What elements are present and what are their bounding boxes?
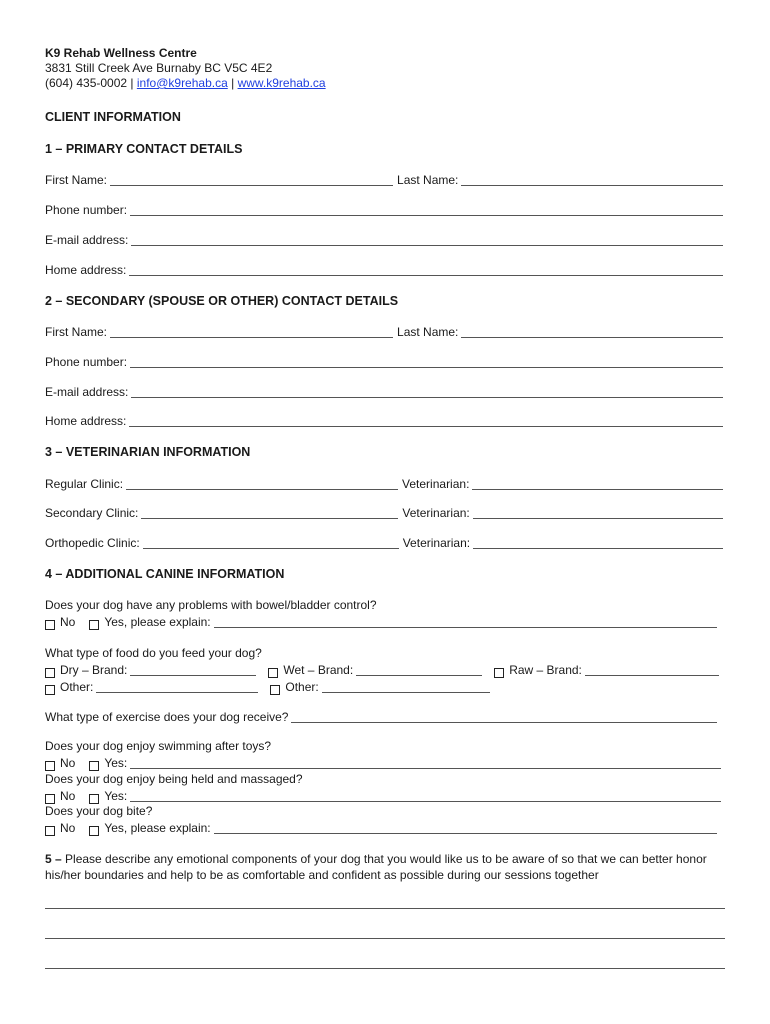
checkbox[interactable] xyxy=(45,685,55,695)
primary-home-field[interactable] xyxy=(129,264,723,276)
separator: | xyxy=(127,76,137,90)
bowel-question: Does your dog have any problems with bowel/bladder control? xyxy=(45,598,377,612)
massage-yes-field[interactable] xyxy=(130,790,721,802)
wet-option[interactable] xyxy=(268,663,353,678)
veterinarian-label: Veterinarian: xyxy=(402,477,470,491)
raw-brand-field[interactable] xyxy=(585,664,719,676)
secondary-phone-field[interactable] xyxy=(130,356,723,368)
checkbox[interactable] xyxy=(45,794,55,804)
org-phone: (604) 435-0002 xyxy=(45,76,128,90)
swim-yes-option[interactable] xyxy=(89,756,127,771)
veterinarian-label: Veterinarian: xyxy=(402,506,470,520)
no-label: No xyxy=(60,756,76,770)
secondary-clinic-field[interactable] xyxy=(141,507,398,519)
yes-explain-label: Yes, please explain: xyxy=(104,821,211,835)
secondary-clinic-row xyxy=(45,506,727,521)
other-option-1[interactable] xyxy=(45,680,93,695)
phone-label: Phone number: xyxy=(45,355,128,369)
regular-vet-field[interactable] xyxy=(472,478,723,490)
secondary-email-row xyxy=(45,385,727,400)
bowel-no-option[interactable] xyxy=(45,615,75,630)
swim-no-option[interactable] xyxy=(45,756,75,771)
checkbox[interactable] xyxy=(89,620,99,630)
phone-label: Phone number: xyxy=(45,203,128,217)
checkbox[interactable] xyxy=(270,685,280,695)
exercise-field[interactable] xyxy=(291,711,717,723)
bowel-yes-option[interactable] xyxy=(89,615,210,630)
checkbox[interactable] xyxy=(45,761,55,771)
dry-brand-field[interactable] xyxy=(130,664,256,676)
massage-question: Does your dog enjoy being held and massaged? xyxy=(45,772,303,786)
checkbox[interactable] xyxy=(89,794,99,804)
massage-no-option[interactable] xyxy=(45,789,75,804)
wet-brand-label: Wet – Brand: xyxy=(283,663,354,677)
section-3-title: 3 – VETERINARIAN INFORMATION xyxy=(45,445,251,459)
bowel-answer-row xyxy=(45,615,727,630)
secondary-phone-row xyxy=(45,355,727,370)
primary-last-name-field[interactable] xyxy=(461,174,723,186)
checkbox[interactable] xyxy=(45,668,55,678)
emotional-answer-line-2[interactable] xyxy=(45,938,725,939)
secondary-first-name-field[interactable] xyxy=(110,326,393,338)
emotional-answer-line-3[interactable] xyxy=(45,968,725,969)
no-label: No xyxy=(60,821,76,835)
secondary-home-field[interactable] xyxy=(129,415,723,427)
primary-email-row xyxy=(45,233,727,248)
dry-brand-label: Dry – Brand: xyxy=(60,663,128,677)
checkbox[interactable] xyxy=(494,668,504,678)
org-address: 3831 Still Creek Ave Burnaby BC V5C 4E2 xyxy=(45,61,273,75)
regular-clinic-label: Regular Clinic: xyxy=(45,477,124,491)
home-address-label: Home address: xyxy=(45,263,127,277)
primary-name-row xyxy=(45,173,727,188)
section-2-title: 2 – SECONDARY (SPOUSE OR OTHER) CONTACT DETAILS xyxy=(45,294,399,308)
yes-label: Yes: xyxy=(104,756,128,770)
section-4-title: 4 – ADDITIONAL CANINE INFORMATION xyxy=(45,567,285,581)
bite-explain-field[interactable] xyxy=(214,822,717,834)
other-food-field-1[interactable] xyxy=(96,681,258,693)
ortho-clinic-label: Orthopedic Clinic: xyxy=(45,536,140,550)
section-1-title: 1 – PRIMARY CONTACT DETAILS xyxy=(45,142,243,156)
swim-yes-field[interactable] xyxy=(130,757,721,769)
secondary-last-name-field[interactable] xyxy=(461,326,723,338)
primary-email-field[interactable] xyxy=(131,234,723,246)
primary-phone-field[interactable] xyxy=(130,204,723,216)
checkbox[interactable] xyxy=(89,761,99,771)
primary-first-name-field[interactable] xyxy=(110,174,393,186)
emotional-answer-line-1[interactable] xyxy=(45,908,725,909)
website-link[interactable]: www.k9rehab.ca xyxy=(237,76,326,90)
exercise-question: What type of exercise does your dog receive? xyxy=(45,710,289,724)
section-5-prompt xyxy=(45,851,727,883)
other-label: Other: xyxy=(285,680,319,694)
food-row-1 xyxy=(45,663,727,678)
dry-option[interactable] xyxy=(45,663,127,678)
other-food-field-2[interactable] xyxy=(322,681,490,693)
other-label: Other: xyxy=(60,680,94,694)
secondary-name-row xyxy=(45,325,727,340)
exercise-row xyxy=(45,710,727,725)
no-label: No xyxy=(60,615,76,629)
email-link[interactable]: info@k9rehab.ca xyxy=(136,76,228,90)
first-name-label: First Name: xyxy=(45,325,108,339)
secondary-home-row xyxy=(45,414,727,429)
raw-option[interactable] xyxy=(494,663,582,678)
email-label: E-mail address: xyxy=(45,233,129,247)
secondary-vet-field[interactable] xyxy=(473,507,723,519)
section-5-number: 5 – xyxy=(45,852,62,866)
primary-phone-row xyxy=(45,203,727,218)
last-name-label: Last Name: xyxy=(397,325,459,339)
primary-home-row xyxy=(45,263,727,278)
bowel-explain-field[interactable] xyxy=(214,616,717,628)
form-title: CLIENT INFORMATION xyxy=(45,110,181,124)
massage-answer-row xyxy=(45,789,727,804)
checkbox[interactable] xyxy=(268,668,278,678)
section-5-text: Please describe any emotional components of your dog that you would like us to be aware of so that we can better honor his/her boundaries and help to be as comfortable and confident as possible during our sessions together xyxy=(45,852,707,882)
bite-answer-row xyxy=(45,821,727,836)
swim-question: Does your dog enjoy swimming after toys? xyxy=(45,739,272,753)
veterinarian-label: Veterinarian: xyxy=(402,536,471,550)
ortho-clinic-row xyxy=(45,536,727,551)
bite-no-option[interactable] xyxy=(45,821,75,836)
yes-explain-label: Yes, please explain: xyxy=(104,615,211,629)
raw-brand-label: Raw – Brand: xyxy=(509,663,582,677)
swim-answer-row xyxy=(45,756,727,771)
wet-brand-field[interactable] xyxy=(356,664,482,676)
first-name-label: First Name: xyxy=(45,173,108,187)
massage-yes-option[interactable] xyxy=(89,789,127,804)
home-address-label: Home address: xyxy=(45,414,127,428)
ortho-clinic-field[interactable] xyxy=(143,537,399,549)
email-label: E-mail address: xyxy=(45,385,129,399)
food-question: What type of food do you feed your dog? xyxy=(45,646,262,660)
regular-clinic-row xyxy=(45,477,727,492)
org-name: K9 Rehab Wellness Centre xyxy=(45,46,197,60)
no-label: No xyxy=(60,789,76,803)
bite-yes-option[interactable] xyxy=(89,821,210,836)
checkbox[interactable] xyxy=(45,620,55,630)
checkbox[interactable] xyxy=(45,826,55,836)
form-page xyxy=(45,46,727,882)
checkbox[interactable] xyxy=(89,826,99,836)
last-name-label: Last Name: xyxy=(397,173,459,187)
secondary-email-field[interactable] xyxy=(131,386,723,398)
ortho-vet-field[interactable] xyxy=(473,537,723,549)
other-option-2[interactable] xyxy=(270,680,318,695)
yes-label: Yes: xyxy=(104,789,128,803)
food-row-2 xyxy=(45,680,727,695)
separator: | xyxy=(227,76,238,90)
secondary-clinic-label: Secondary Clinic: xyxy=(45,506,139,520)
bite-question: Does your dog bite? xyxy=(45,804,153,818)
regular-clinic-field[interactable] xyxy=(126,478,398,490)
org-contact-line xyxy=(45,76,727,91)
